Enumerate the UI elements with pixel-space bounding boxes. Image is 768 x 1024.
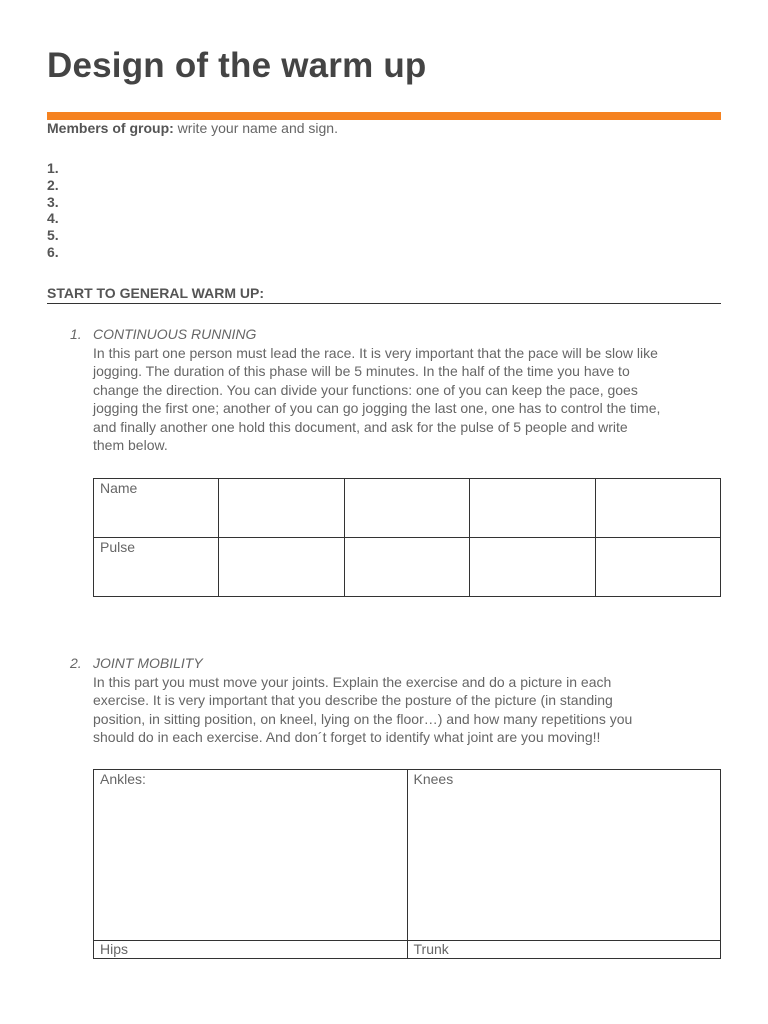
member-number: 4. xyxy=(47,210,59,227)
pulse-entry-cell[interactable] xyxy=(595,538,720,597)
name-entry-cell[interactable] xyxy=(219,479,344,538)
item-paragraph xyxy=(93,344,722,455)
paragraph-line: them below. xyxy=(93,437,168,453)
joint-cell-trunk[interactable]: Trunk xyxy=(407,941,721,959)
name-entry-cell[interactable] xyxy=(595,479,720,538)
pulse-entry-cell[interactable] xyxy=(470,538,595,597)
section-heading: START TO GENERAL WARM UP: xyxy=(47,285,721,304)
members-label: Members of group: xyxy=(47,120,174,136)
member-number: 5. xyxy=(47,227,59,244)
paragraph-line: and finally another one hold this document, and ask for the pulse of 5 people and write xyxy=(93,418,628,435)
paragraph-line: In this part one person must lead the race. It is very important that the pace will be slow like xyxy=(93,344,658,361)
pulse-table-row-label-name: Name xyxy=(94,479,219,538)
joint-cell-ankles[interactable]: Ankles: xyxy=(94,770,408,941)
item-number: 1. xyxy=(70,326,82,342)
paragraph-line: change the direction. You can divide your functions: one of you can keep the pace, goes xyxy=(93,381,638,398)
title-accent-rule xyxy=(47,112,721,120)
item-heading: CONTINUOUS RUNNING xyxy=(93,326,257,342)
paragraph-line: should do in each exercise. And don´t forget to identify what joint are you moving!! xyxy=(93,729,601,745)
joint-cell-knees[interactable]: Knees xyxy=(407,770,721,941)
member-number-list xyxy=(47,160,59,261)
joint-cell-hips[interactable]: Hips xyxy=(94,941,408,959)
member-number: 3. xyxy=(47,193,59,210)
item-continuous-running xyxy=(70,325,722,455)
members-instruction: write your name and sign. xyxy=(177,120,338,136)
pulse-table xyxy=(93,478,721,597)
member-number: 2. xyxy=(47,176,59,193)
pulse-table-row-label-pulse: Pulse xyxy=(94,538,219,597)
joint-table xyxy=(93,769,721,959)
paragraph-line: exercise. It is very important that you describe the posture of the picture (in standing xyxy=(93,692,613,708)
item-number: 2. xyxy=(70,655,82,671)
member-number: 1. xyxy=(47,160,59,176)
name-entry-cell[interactable] xyxy=(470,479,595,538)
paragraph-line: jogging. The duration of this phase will be 5 minutes. In the half of the time you have to xyxy=(93,363,630,379)
paragraph-line: In this part you must move your joints. Explain the exercise and do a picture in each xyxy=(93,673,612,690)
name-entry-cell[interactable] xyxy=(344,479,469,538)
item-paragraph xyxy=(93,673,722,747)
paragraph-line: jogging the first one; another of you can go jogging the last one, one has to control the time, xyxy=(93,400,661,416)
item-joint-mobility xyxy=(70,654,722,747)
pulse-entry-cell[interactable] xyxy=(344,538,469,597)
page-title: Design of the warm up xyxy=(47,46,427,85)
paragraph-line: position, in sitting position, on kneel, lying on the floor…) and how many repetitions you xyxy=(93,710,633,727)
item-heading: JOINT MOBILITY xyxy=(93,655,203,671)
members-of-group xyxy=(47,120,338,137)
pulse-entry-cell[interactable] xyxy=(219,538,344,597)
member-number: 6. xyxy=(47,243,59,260)
